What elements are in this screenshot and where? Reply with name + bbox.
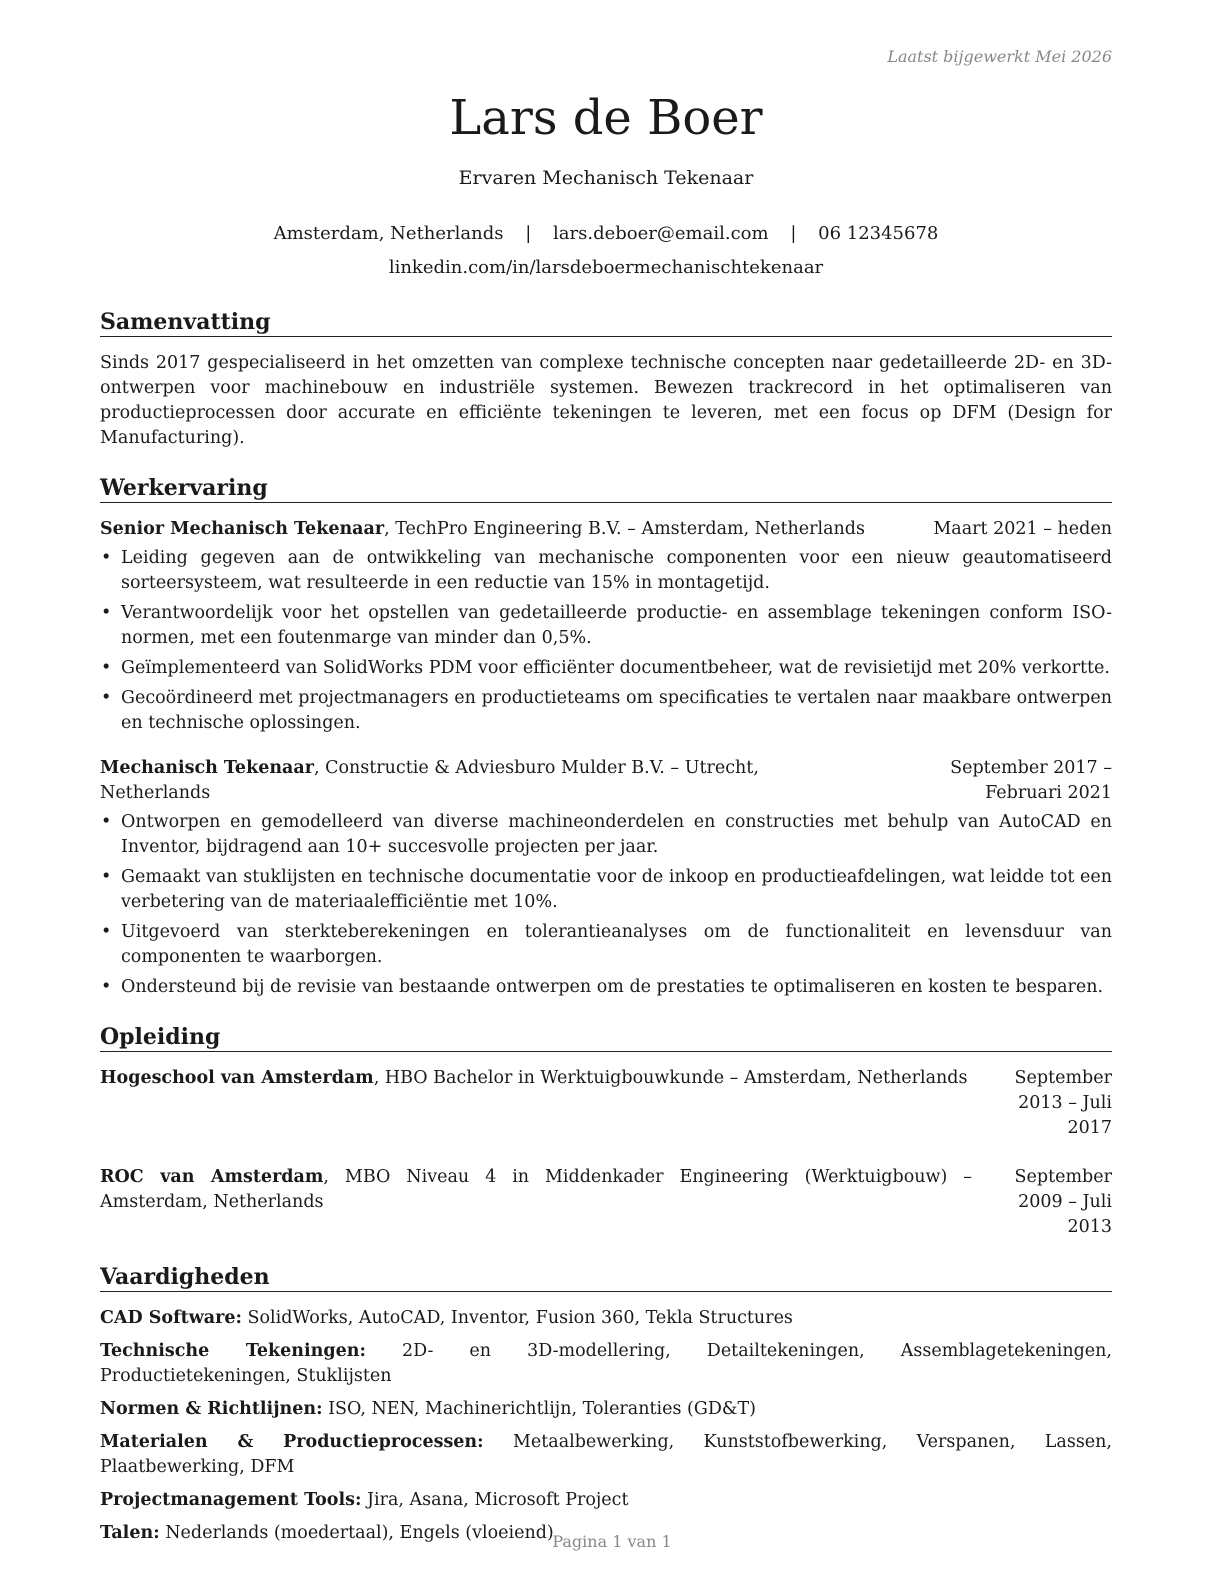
skill-label: Talen: xyxy=(100,1523,160,1543)
skill-row xyxy=(100,1488,1112,1513)
phone-number: 06 12345678 xyxy=(818,223,939,244)
section-title-education: Opleiding xyxy=(100,1024,1112,1052)
separator: | xyxy=(790,223,797,244)
section-title-experience: Werkervaring xyxy=(100,475,1112,503)
skill-row xyxy=(100,1397,1112,1422)
candidate-name: Lars de Boer xyxy=(449,90,763,146)
education-entry xyxy=(100,1066,1112,1141)
contact-line xyxy=(100,217,1112,251)
skill-value: Metaalbewerking, Kunststofbewerking, Verspanen, Lassen, Plaatbewerking, DFM xyxy=(100,1432,1112,1477)
job-dates: September 2017 – Februari 2021 xyxy=(950,758,1112,803)
skill-value: Jira, Asana, Microsoft Project xyxy=(361,1490,629,1510)
list-item: • Ondersteund bij de revisie van bestaande ontwerpen om de prestaties te optimaliseren en kosten te besparen. xyxy=(100,975,1112,1000)
job-header xyxy=(100,756,1112,806)
education-dates: September 2013 – Juli 2017 xyxy=(1014,1068,1112,1138)
last-updated: Laatst bijgewerkt Mei 2026 xyxy=(887,47,1112,66)
section-title-skills: Vaardigheden xyxy=(100,1264,1112,1292)
separator: | xyxy=(525,223,532,244)
location: Amsterdam, Netherlands xyxy=(273,223,504,244)
job-role: Senior Mechanisch Tekenaar xyxy=(100,519,385,539)
degree-detail: , HBO Bachelor in Werktuigbouwkunde – Amsterdam, Netherlands xyxy=(373,1068,968,1088)
job-bullets xyxy=(100,546,1112,736)
linkedin-link[interactable]: linkedin.com/in/larsdeboermechanischtekenaar xyxy=(388,257,824,278)
summary-text: Sinds 2017 gespecialiseerd in het omzetten van complexe technische concepten naar gedetailleerde 2D- en 3D-ontwerpen voor machinebouw en industriële systemen. Bewezen trackrecord in het optimaliseren van productieprocessen door accurate en efficiënte tekeningen te leveren, met een focus op DFM (Design for Manufacturing). xyxy=(100,353,1112,448)
job-entry xyxy=(100,756,1112,1000)
skill-value: ISO, NEN, Machinerichtlijn, Toleranties (GD&T) xyxy=(322,1399,756,1419)
job-title: Ervaren Mechanisch Tekenaar xyxy=(458,167,754,189)
skill-row xyxy=(100,1306,1112,1331)
skill-label: Technische Tekeningen: xyxy=(100,1341,366,1361)
skill-label: CAD Software: xyxy=(100,1308,242,1328)
job-dates: Maart 2021 – heden xyxy=(933,519,1112,539)
skill-label: Projectmanagement Tools: xyxy=(100,1490,362,1510)
list-item: • Verantwoordelijk voor het opstellen van gedetailleerde productie- en assemblage tekeningen conform ISO-normen, met een foutenmarge van minder dan 0,5%. xyxy=(100,601,1112,651)
skill-row xyxy=(100,1339,1112,1389)
education-dates: September 2009 – Juli 2013 xyxy=(1014,1167,1112,1237)
list-item: • Geïmplementeerd van SolidWorks PDM voor efficiënter documentbeheer, wat de revisietijd met 20% verkortte. xyxy=(100,656,1112,681)
email-link[interactable]: lars.deboer@email.com xyxy=(553,223,769,244)
list-item: • Leiding gegeven aan de ontwikkeling van mechanische componenten voor een nieuw geautomatiseerd sorteersysteem, wat resulteerde in een reductie van 15% in montagetijd. xyxy=(100,546,1112,596)
list-item: • Gemaakt van stuklijsten en technische documentatie voor de inkoop en productieafdelingen, wat leidde tot een verbetering van de materiaalefficiëntie met 10%. xyxy=(100,865,1112,915)
degree-detail: , MBO Niveau 4 in Middenkader Engineering (Werktuigbouw) – Amsterdam, Netherlands xyxy=(100,1167,973,1212)
job-company: , Constructie & Adviesburo Mulder B.V. – Utrecht, Netherlands xyxy=(100,758,759,803)
list-item: • Uitgevoerd van sterkteberekeningen en tolerantieanalyses om de functionaliteit en levensduur van componenten te waarborgen. xyxy=(100,920,1112,970)
education-entry xyxy=(100,1165,1112,1240)
list-item: • Gecoördineerd met projectmanagers en productieteams om specificaties te vertalen naar maakbare ontwerpen en technische oplossingen. xyxy=(100,686,1112,736)
contact-info xyxy=(100,217,1112,285)
school-name: Hogeschool van Amsterdam xyxy=(100,1068,374,1088)
page-number: Pagina 1 van 1 xyxy=(552,1532,672,1551)
job-role: Mechanisch Tekenaar xyxy=(100,758,314,778)
job-entry xyxy=(100,517,1112,736)
skill-label: Materialen & Productieprocessen: xyxy=(100,1432,484,1452)
skill-value: Nederlands (moedertaal), Engels (vloeiend) xyxy=(159,1523,554,1543)
job-bullets xyxy=(100,810,1112,1000)
job-header xyxy=(100,517,1112,542)
skill-value: 2D- en 3D-modellering, Detailtekeningen, Assemblagetekeningen, Productietekeningen, Stuklijsten xyxy=(100,1341,1112,1386)
skill-value: SolidWorks, AutoCAD, Inventor, Fusion 360, Tekla Structures xyxy=(241,1308,793,1328)
skill-row xyxy=(100,1430,1112,1480)
skill-label: Normen & Richtlijnen: xyxy=(100,1399,323,1419)
section-title-summary: Samenvatting xyxy=(100,309,1112,337)
job-company: , TechPro Engineering B.V. – Amsterdam, Netherlands xyxy=(384,519,865,539)
school-name: ROC van Amsterdam xyxy=(100,1167,324,1187)
list-item: • Ontworpen en gemodelleerd van diverse machineonderdelen en constructies met behulp van AutoCAD en Inventor, bijdragend aan 10+ succesvolle projecten per jaar. xyxy=(100,810,1112,860)
